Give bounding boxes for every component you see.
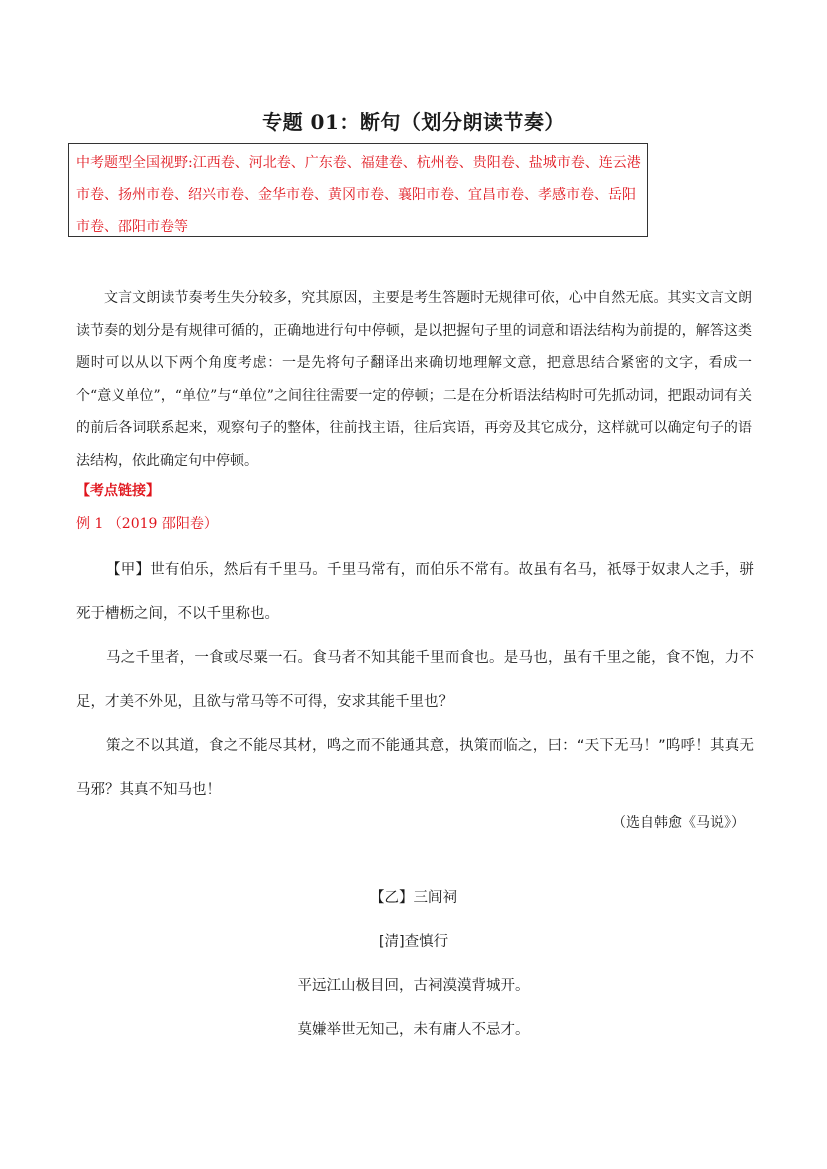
example-label: 例 1 （2019 邵阳卷） — [76, 516, 218, 532]
scope-label: 中考题型全国视野: — [76, 155, 193, 171]
poem-heading: 【乙】三闾祠 — [370, 890, 457, 906]
intro-paragraph: 文言文朗读节奏考生失分较多，究其原因，主要是考生答题时无规律可依，心中自然无底。其实文言文朗读节奏的划分是有规律可循的，正确地进行句中停顿，是以把握句子里的词意和语法结构为前提的，解答这类题时可以从以下两个角度考虑：一是先将句子翻译出来确切地理解文意，把意思结合紧密的文字，看成一个“意义单位”，“单位”与“单位”之间往往需要一定的停顿；二是在分析语法结构时可先抓动词，把跟动词有关的前后各词联系起来，观察句子的整体，往前找主语，往后宾语，再旁及其它成分，这样就可以确定句子的语法结构，依此确定句中停顿。 — [76, 290, 752, 469]
passage-yi — [0, 876, 827, 1052]
scope-box — [68, 143, 648, 237]
passage-jia — [76, 548, 754, 812]
scope-regions: 江西卷、河北卷、广东卷、福建卷、杭州卷、贵阳卷、盐城市卷、连云港市卷、扬州市卷、绍兴市卷、金华市卷、黄冈市卷、襄阳市卷、宜昌市卷、孝感市卷、岳阳市卷、邵阳市卷等 — [76, 155, 641, 235]
poem-author: [清]查慎行 — [378, 934, 449, 950]
section-heading: 【考点链接】 — [76, 483, 160, 499]
passage-paragraph: 马之千里者，一食或尽粟一石。食马者不知其能千里而食也。是马也，虽有千里之能，食不饱，力不足，才美不外见，且欲与常马等不可得，安求其能千里也？ — [76, 650, 754, 710]
poem-line: 平远江山极目回，古祠漠漠背城开。 — [297, 978, 530, 994]
passage-source: （选自韩愈《马说》） — [612, 815, 745, 831]
page-title: 专题 01：断句（划分朗读节奏） — [262, 110, 565, 134]
passage-paragraph: 策之不以其道，食之不能尽其材，鸣之而不能通其意，执策而临之，曰：“天下无马！”呜呼！其真无马邪？其真不知马也！ — [76, 738, 754, 798]
passage-paragraph: 【甲】世有伯乐，然后有千里马。千里马常有，而伯乐不常有。故虽有名马，祇辱于奴隶人之手，骈死于槽枥之间，不以千里称也。 — [76, 562, 754, 622]
poem-line: 莫嫌举世无知己，未有庸人不忌才。 — [297, 1022, 530, 1038]
